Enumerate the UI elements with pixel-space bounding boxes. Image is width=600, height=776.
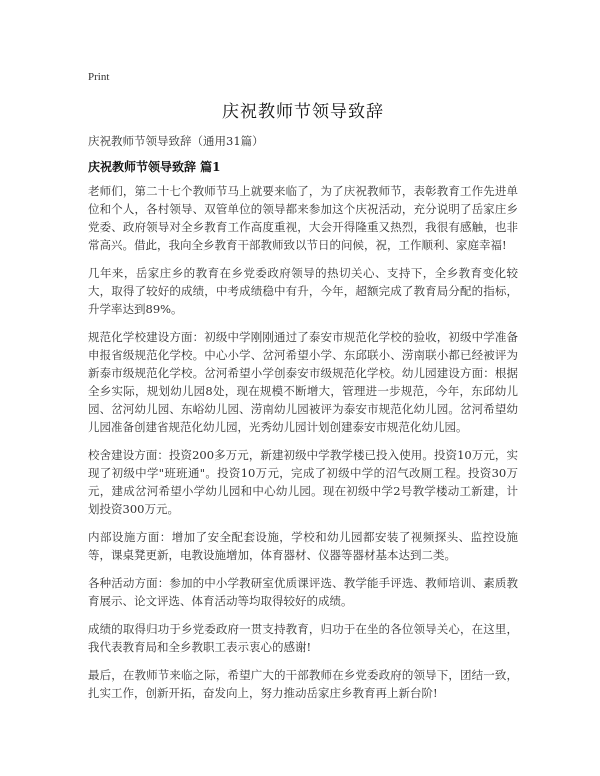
paragraph-closing: 最后，在教师节来临之际，希望广大的干部教师在乡党委政府的领导下，团结一致，扎实工作，创新开拓，奋发向上，努力推动岳家庄乡教育再上新台阶! [88, 668, 518, 700]
paragraph-thanks: 成绩的取得归功于乡党委政府一贯支持教育，归功于在坐的各位领导关心，在这里，我代表教育局和全乡教职工表示衷心的感谢! [88, 622, 518, 654]
section-heading: 庆祝教师节领导致辞 篇1 [88, 160, 221, 174]
page-title: 庆祝教师节领导致辞 [222, 102, 384, 122]
paragraph-internal-facilities: 内部设施方面：增加了安全配套设施，学校和幼儿园都安装了视频探头、监控设施等，课桌凳更新，电教设施增加，体育器材、仪器等器材基本达到二类。 [88, 530, 518, 562]
print-link[interactable]: Print [88, 71, 110, 83]
paragraph-building-construction: 校舍建设方面：投资200多万元，新建初级中学教学楼已投入使用。投资10万元，实现了初级中学"班班通"。投资10万元，完成了初级中学的沼气改厕工程。投资30万元，建成岔河希望小学幼儿园和中心幼儿园。现在初级中学2号教学楼动工新建，计划投资300万元。 [88, 448, 518, 516]
body-text [88, 182, 518, 712]
paragraph-school-standardization: 规范化学校建设方面：初级中学刚刚通过了泰安市规范化学校的验收，初级中学准备申报省级规范化学校。中心小学、岔河希望小学、东邱联小、涝南联小都已经被评为新泰市级规范化学校。岔河希望小学创泰安市级规范化学校。幼儿园建设方面：根据全乡实际，规划幼儿园8处，现在规模不断增大，管理进一步规范，今年，东邱幼儿园、岔河幼儿园、东峪幼儿园、涝南幼儿园被评为泰安市规范化幼儿园。岔河希望幼儿园准备创建省规范化幼儿园，光秀幼儿园计划创建泰安市规范化幼儿园。 [88, 330, 518, 434]
document-subtitle: 庆祝教师节领导致辞（通用31篇） [88, 134, 264, 148]
paragraph-achievements: 几年来，岳家庄乡的教育在乡党委政府领导的热切关心、支持下，全乡教育变化较大，取得了较好的成绩，中考成绩稳中有升，今年，超额完成了教育局分配的指标，升学率达到89%。 [88, 266, 518, 316]
paragraph-greeting: 老师们，第二十七个教师节马上就要来临了，为了庆祝教师节，表彰教育工作先进单位和个人，各村领导、双管单位的领导都来参加这个庆祝活动，充分说明了岳家庄乡党委、政府领导对全乡教育工作高度重视，大会开得隆重又热烈，我很有感触，也非常高兴。借此，我向全乡教育干部教师致以节日的问候，祝，工作顺利、家庭幸福! [88, 184, 518, 252]
paragraph-activities: 各种活动方面：参加的中小学教研室优质课评选、教学能手评选、教师培训、素质教育展示、论文评选、体育活动等均取得较好的成绩。 [88, 576, 518, 608]
